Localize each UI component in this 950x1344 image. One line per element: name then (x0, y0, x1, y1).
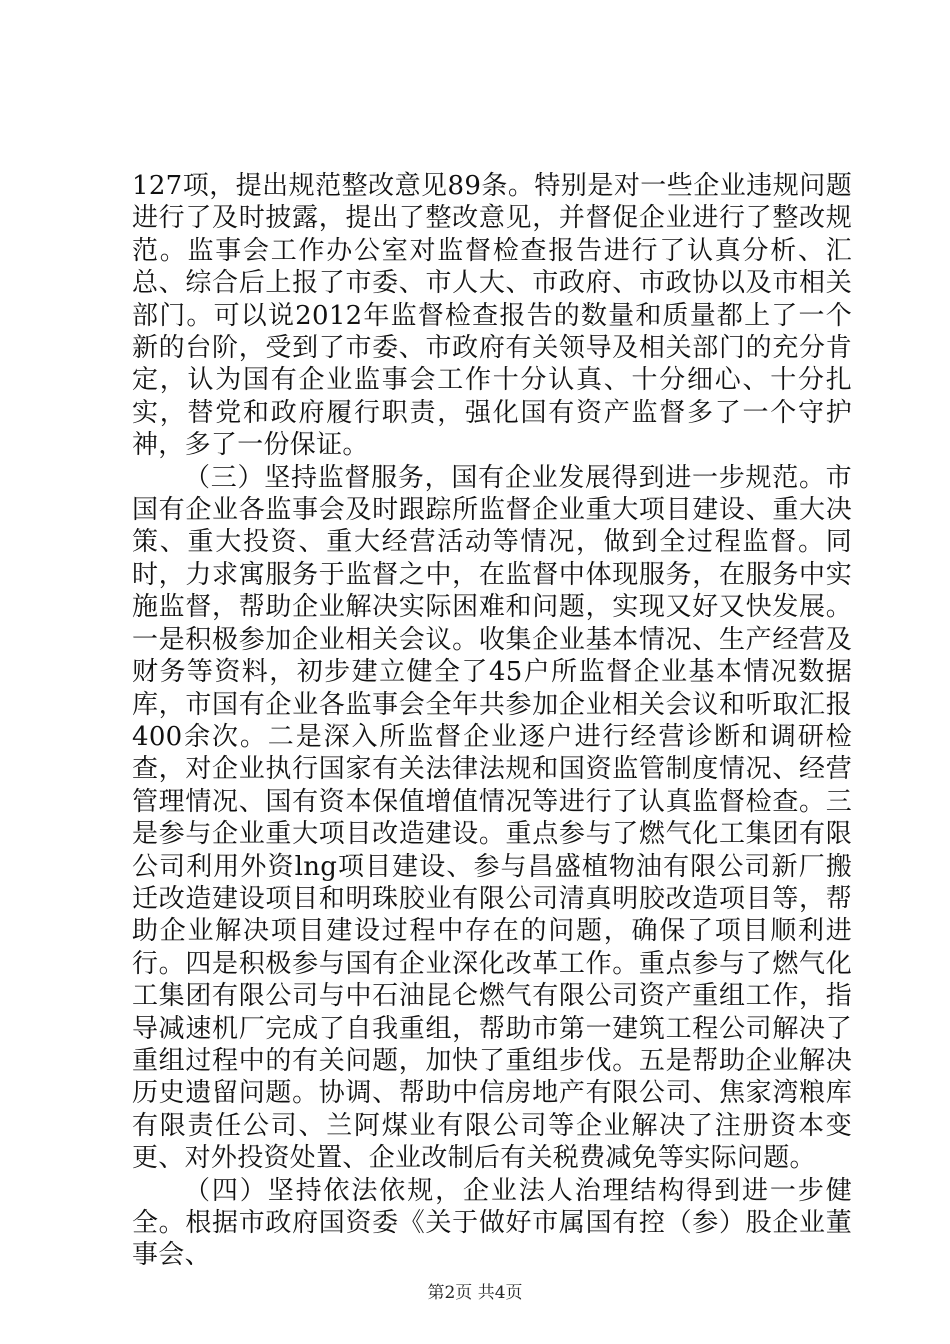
paragraph-3: （四）坚持依法依规，企业法人治理结构得到进一步健全。根据市政府国资委《关于做好市属国有控（参）股企业董事会、 (132, 1175, 852, 1271)
paragraph-1: 127项，提出规范整改意见89条。特别是对一些企业违规问题进行了及时披露，提出了整改意见，并督促企业进行了整改规范。监事会工作办公室对监督检查报告进行了认真分析、汇总、综合后上报了市委、市人大、市政府、市政协以及市相关部门。可以说2012年监督检查报告的数量和质量都上了一个新的台阶，受到了市委、市政府有关领导及相关部门的充分肯定，认为国有企业监事会工作十分认真、十分细心、十分扎实，替党和政府履行职责，强化国有资产监督多了一个守护神，多了一份保证。 (132, 171, 852, 461)
page-footer: 第2页 共4页 (427, 1283, 523, 1303)
paragraph-2: （三）坚持监督服务，国有企业发展得到进一步规范。市国有企业各监事会及时跟踪所监督企业重大项目建设、重大决策、重大投资、重大经营活动等情况，做到全过程监督。同时，力求寓服务于监督之中，在监督中体现服务，在服务中实施监督，帮助企业解决实际困难和问题，实现又好又快发展。一是积极参加企业相关会议。收集企业基本情况、生产经营及财务等资料，初步建立健全了45户所监督企业基本情况数据库，市国有企业各监事会全年共参加企业相关会议和听取汇报400余次。二是深入所监督企业逐户进行经营诊断和调研检查，对企业执行国家有关法律法规和国资监管制度情况、经营管理情况、国有资本保值增值情况等进行了认真监督检查。三是参与企业重大项目改造建设。重点参与了燃气化工集团有限公司利用外资lng项目建设、参与昌盛植物油有限公司新厂搬迁改造建设项目和明珠胶业有限公司清真明胶改造项目等，帮助企业解决项目建设过程中存在的问题，确保了项目顺利进行。四是积极参与国有企业深化改革工作。重点参与了燃气化工集团有限公司与中石油昆仑燃气有限公司资产重组工作，指导减速机厂完成了自我重组，帮助市第一建筑工程公司解决了重组过程中的有关问题，加快了重组步伐。五是帮助企业解决历史遗留问题。协调、帮助中信房地产有限公司、焦家湾粮库有限责任公司、兰阿煤业有限公司等企业解决了注册资本变更、对外投资处置、企业改制后有关税费减免等实际问题。 (132, 462, 852, 1174)
document-body (132, 170, 852, 1272)
